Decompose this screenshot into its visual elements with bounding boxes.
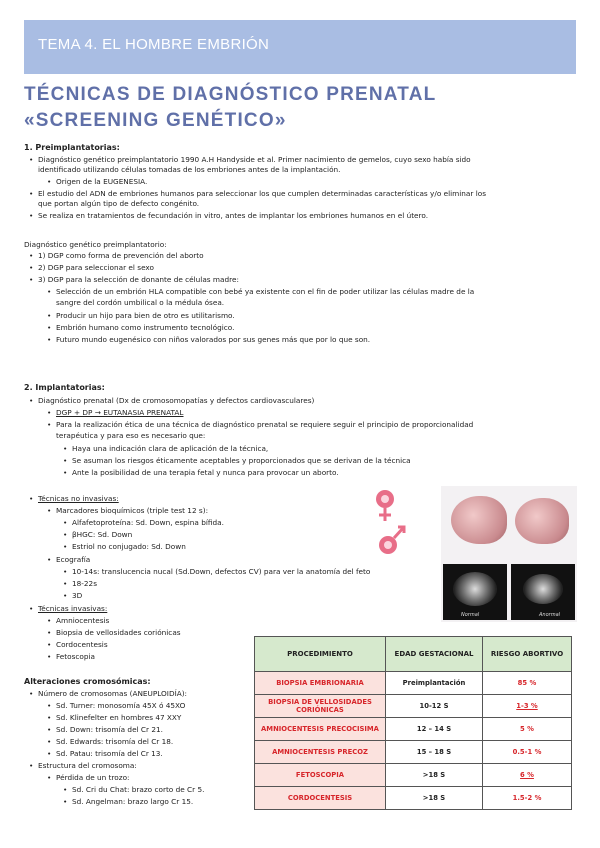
table-row — [255, 718, 572, 741]
list-item: • Cordocentesis — [47, 640, 108, 649]
section-heading: 2. Implantatorias: — [24, 383, 105, 392]
risk-cell: 6 % — [483, 764, 572, 787]
list-item: • Se asuman los riesgos éticamente aceptables y proporcionados que se derivan de la técnica — [63, 456, 411, 465]
list-item: • Sd. Down: trisomía del Cr 21. — [47, 725, 163, 734]
list-item: • 1) DGP como forma de prevención del aborto — [29, 251, 204, 260]
list-item: • Sd. Turner: monosomía 45X ó 45XO — [47, 701, 186, 710]
ultrasound-normal: Normal — [443, 564, 507, 620]
age-cell: Preimplantación — [386, 672, 483, 695]
list-item: • Técnicas invasivas: — [29, 604, 108, 613]
list-item: • Para la realización ética de una técnica de diagnóstico prenatal se requiere seguir el principio de proporcionalidad — [47, 420, 474, 429]
table-row — [255, 695, 572, 718]
ultrasound-abnormal: Anormal — [511, 564, 575, 620]
risk-cell: 1.5-2 % — [483, 787, 572, 810]
list-item: • Pérdida de un trozo: — [47, 773, 130, 782]
list-item: • Biopsia de vellosidades coriónicas — [47, 628, 181, 637]
list-item: • 18-22s — [63, 579, 98, 588]
list-item: • Diagnóstico prenatal (Dx de cromosomopatías y defectos cardiovasculares) — [29, 396, 315, 405]
table-header: PROCEDIMIENTO — [255, 637, 386, 672]
list-item: • Sd. Cri du Chat: brazo corto de Cr 5. — [63, 785, 205, 794]
table-row — [255, 741, 572, 764]
list-item: • Sd. Angelman: brazo largo Cr 15. — [63, 797, 194, 806]
list-item: • 3) DGP para la selección de donante de células madre: — [29, 275, 239, 284]
risk-cell: 1-3 % — [483, 695, 572, 718]
procedure-cell: BIOPSIA EMBRIONARIA — [255, 672, 386, 695]
embryo-ultrasound-images — [441, 486, 577, 622]
list-item: • 10-14s: translucencia nucal (Sd.Down, defectos CV) para ver la anatomía del feto — [63, 567, 371, 576]
list-item: • Técnicas no invasivas: — [29, 494, 119, 503]
table-row — [255, 672, 572, 695]
list-item: • Futuro mundo eugenésico con niños valorados por sus genes más que por lo que son. — [47, 335, 371, 344]
list-item: • Amniocentesis — [47, 616, 110, 625]
list-item: • Ante la posibilidad de una terapia fetal y nunca para provocar un aborto. — [63, 468, 339, 477]
bullet-text: • Diagnóstico genético preimplantatorio 1990 A.H Handyside et al. Primer nacimiento de gemelos, cuyo sexo había sido — [29, 155, 471, 164]
embryo-image — [451, 496, 507, 544]
dgp-title: Diagnóstico genético preimplantatorio: — [24, 240, 167, 249]
procedures-table — [254, 636, 572, 810]
list-item: • Sd. Patau: trisomía del Cr 13. — [47, 749, 163, 758]
list-item: • βHGC: Sd. Down — [63, 530, 133, 539]
risk-cell: 0.5-1 % — [483, 741, 572, 764]
age-cell: 10-12 S — [386, 695, 483, 718]
list-item: • Haya una indicación clara de aplicación de la técnica, — [63, 444, 269, 453]
procedure-cell: AMNIOCENTESIS PRECOZ — [255, 741, 386, 764]
bullet-text: • El estudio del ADN de embriones humanos para seleccionar los que cumplen determinadas características y/o eliminar los — [29, 189, 487, 198]
list-item: • Estriol no conjugado: Sd. Down — [63, 542, 186, 551]
table-row — [255, 764, 572, 787]
list-item: • Selección de un embrión HLA compatible con bebé ya existente con el fin de poder utilizar las células madre de la — [47, 287, 475, 296]
table-header-row — [255, 637, 572, 672]
age-cell: >18 S — [386, 787, 483, 810]
sex-symbols-illustration — [366, 487, 412, 559]
age-cell: >18 S — [386, 764, 483, 787]
banner-title: TEMA 4. EL HOMBRE EMBRIÓN — [38, 36, 270, 53]
age-cell: 15 – 18 S — [386, 741, 483, 764]
procedure-cell: AMNIOCENTESIS PRECOCISIMA — [255, 718, 386, 741]
procedure-cell: BIOPSIA DE VELLOSIDADES CORIÓNICAS — [255, 695, 386, 718]
list-item: • Estructura del cromosoma: — [29, 761, 137, 770]
bullet-text: • Origen de la EUGENESIA. — [47, 177, 148, 186]
page-title: TÉCNICAS DE DIAGNÓSTICO PRENATAL — [24, 84, 437, 105]
list-item: • Marcadores bioquímicos (triple test 12 s): — [47, 506, 209, 515]
list-item: • 3D — [63, 591, 83, 600]
list-item: • Producir un hijo para bien de otro es utilitarismo. — [47, 311, 235, 320]
embryo-image — [515, 498, 569, 544]
list-item: • Embrión humano como instrumento tecnológico. — [47, 323, 235, 332]
procedure-cell: CORDOCENTESIS — [255, 787, 386, 810]
list-item: • Sd. Edwards: trisomía del Cr 18. — [47, 737, 174, 746]
table-header: RIESGO ABORTIVO — [483, 637, 572, 672]
list-item: • Alfafetoproteína: Sd. Down, espina bífida. — [63, 518, 224, 527]
list-item: • 2) DGP para seleccionar el sexo — [29, 263, 154, 272]
risk-cell: 85 % — [483, 672, 572, 695]
list-item: • DGP + DP → EUTANASIA PRENATAL — [47, 408, 184, 417]
list-item: terapéutica y para eso es necesario que: — [56, 431, 206, 440]
table-header: EDAD GESTACIONAL — [386, 637, 483, 672]
list-item: • Sd. Klinefelter en hombres 47 XXY — [47, 713, 182, 722]
bullet-text: identificado utilizando células tomadas de los embriones antes de la implantación. — [38, 165, 341, 174]
procedure-cell: FETOSCOPIA — [255, 764, 386, 787]
list-item: • Ecografía — [47, 555, 91, 564]
list-item: • Fetoscopia — [47, 652, 96, 661]
list-item: sangre del cordón umbilical o la médula ósea. — [56, 298, 225, 307]
list-item: • Número de cromosomas (ANEUPLOIDÍA): — [29, 689, 188, 698]
page-subtitle: «SCREENING GENÉTICO» — [24, 110, 287, 131]
section-heading: 1. Preimplantatorias: — [24, 143, 120, 152]
age-cell: 12 – 14 S — [386, 718, 483, 741]
table-row — [255, 787, 572, 810]
bullet-text: • Se realiza en tratamientos de fecundación in vitro, antes de implantar los embriones humanos en el útero. — [29, 211, 429, 220]
section-heading: Alteraciones cromosómicas: — [24, 677, 151, 686]
risk-cell: 5 % — [483, 718, 572, 741]
topic-banner — [24, 20, 576, 74]
bullet-text: que portan algún tipo de defecto congénito. — [38, 199, 200, 208]
